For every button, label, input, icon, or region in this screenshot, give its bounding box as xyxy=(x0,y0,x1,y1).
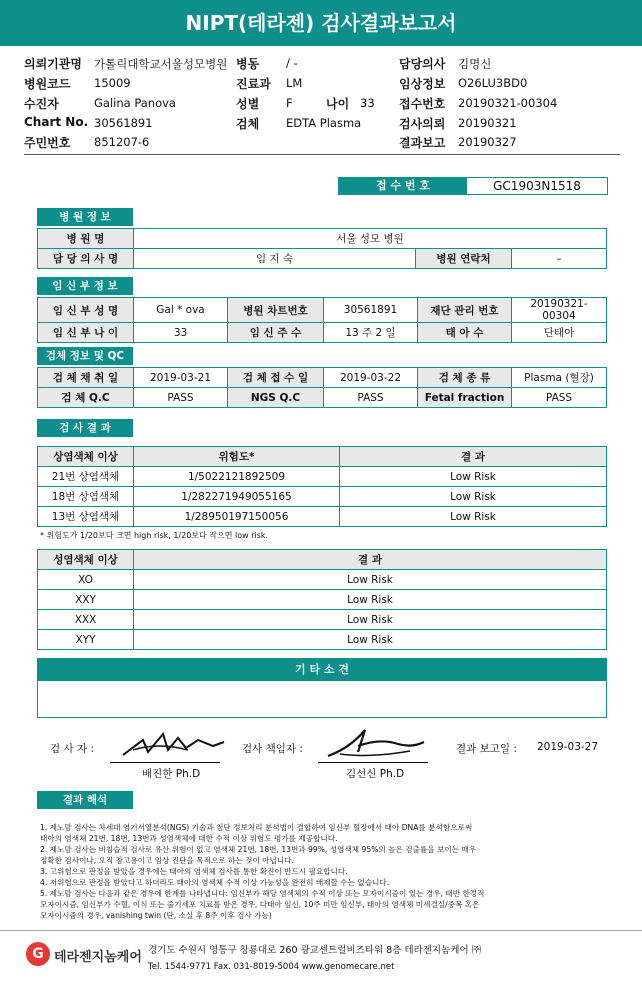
fetus-count-label: 태 아 수 xyxy=(418,323,512,343)
pregnant-name-label: 임 신 부 성 명 xyxy=(38,298,134,323)
sex-result-header: 결 과 xyxy=(134,550,607,570)
report-date-label: 결과 보고일 : xyxy=(456,743,517,755)
specimen-type-value: Plasma (혈장) xyxy=(512,368,607,388)
director-sign-line xyxy=(318,762,428,763)
risk-value: 1/28950197150056 xyxy=(134,507,340,527)
pregnant-age-value: 33 xyxy=(134,323,228,343)
sex-chromosome-name: XXY xyxy=(38,590,134,610)
company-name: 테라젠지놈케어 xyxy=(54,950,142,965)
specimen-value: EDTA Plasma xyxy=(286,116,362,130)
table-row xyxy=(38,467,607,487)
chart-value: 30561891 xyxy=(94,116,153,130)
sex-chromosome-name: XO xyxy=(38,570,134,590)
collect-date-label: 검 체 채 취 일 xyxy=(38,368,134,388)
mgmt-number-label: 재단 관리 번호 xyxy=(418,298,512,323)
result-value: Low Risk xyxy=(340,487,607,507)
result-value: Low Risk xyxy=(340,467,607,487)
table-row xyxy=(38,610,607,630)
receive-date-value: 2019-03-22 xyxy=(324,368,418,388)
code-label: 병원코드 xyxy=(24,77,71,91)
report-title: NIPT(테라젠) 검사결과보고서 xyxy=(0,0,642,46)
attending-label: 담 당 의 사 명 xyxy=(38,249,134,269)
section-results: 검 사 결 과 xyxy=(37,419,133,437)
sex-chromosome-header: 성염색체 이상 xyxy=(38,550,134,570)
requested-value: 20190321 xyxy=(458,116,517,130)
risk-value: 1/5022121892509 xyxy=(134,467,340,487)
hospital-name-label: 병 원 명 xyxy=(38,229,134,249)
tester-signature xyxy=(118,720,228,762)
table-row xyxy=(38,590,607,610)
patient-label: 수진자 xyxy=(24,97,59,111)
interpretation-line: 1. 제노맘 검사는 차세대 염기서열분석(NGS) 기술과 첨단 정보처리 분석법이 결합하여 임신부 혈장에서 태아 DNA를 분석함으로써 xyxy=(40,823,473,832)
patient-value: Galina Panova xyxy=(94,96,176,110)
doctor-label: 담당의사 xyxy=(399,57,446,71)
table-row xyxy=(38,570,607,590)
section-specimen-info: 검체 정보 및 QC xyxy=(37,347,133,365)
fetal-fraction-label: Fetal fraction xyxy=(418,388,512,408)
table-row xyxy=(38,487,607,507)
report-date-value: 2019-03-27 xyxy=(537,741,599,753)
misc-opinion-title: 기 타 소 견 xyxy=(38,659,606,681)
interpretation-line: 3. 고위험으로 판정을 받았을 경우에는 태아의 염색체 검사를 통한 확진이 반드시 필요합니다. xyxy=(40,867,348,876)
interpretation-line: 정확한 검사이나, 오직 참고용이고 임상 진단을 목적으로 하는 것이 아닙니다. xyxy=(40,856,294,865)
risk-value: 1/282271949055165 xyxy=(134,487,340,507)
receipt-value: 20190321-00304 xyxy=(458,96,558,110)
section-pregnant-info: 임 신 부 정 보 xyxy=(37,277,133,295)
clinical-value: O26LU3BD0 xyxy=(458,76,528,90)
sex-label: 성별 xyxy=(236,97,260,111)
contact-value: – xyxy=(512,249,607,269)
interpretation-line: 2. 제노맘 검사는 비침습적 검사로 유산 위험이 없고 염색체 21번, 18번, 13번과 99%, 성염색체 95%의 높은 검출률을 보이는 매우 xyxy=(40,845,477,854)
ngs-qc-value: PASS xyxy=(324,388,418,408)
company-logo-icon: G xyxy=(26,942,50,966)
interpretation-line: 5. 제노맘 검사는 다음과 같은 경우에 한계를 나타냅니다: 임신부가 해당 염색체의 수적 이상 또는 모자이시즘이 있는 경우, 태반 한정적 xyxy=(40,889,485,898)
autosome-name: 18번 상염색체 xyxy=(38,487,134,507)
company-address: 경기도 수원시 영통구 창룡대로 260 광교센트럴비즈타워 8층 테라젠지놈케어 ㈜ xyxy=(148,945,482,956)
id-label: 주민번호 xyxy=(24,136,71,150)
collect-date-value: 2019-03-21 xyxy=(134,368,228,388)
interpretation-text xyxy=(40,822,610,921)
header-divider xyxy=(24,154,620,155)
ngs-qc-label: NGS Q.C xyxy=(228,388,324,408)
sex-result-value: Low Risk xyxy=(134,590,607,610)
sex-chromosome-name: XYY xyxy=(38,630,134,650)
risk-note: * 위험도가 1/20보다 크면 high risk, 1/20보다 작으면 low risk. xyxy=(40,531,269,540)
sex-chromosome-table xyxy=(37,549,607,650)
sex-value: F xyxy=(286,96,293,110)
dept-label: 진료과 xyxy=(236,77,271,91)
clinical-label: 임상정보 xyxy=(399,77,446,91)
specimen-qc-value: PASS xyxy=(134,388,228,408)
report-value: 20190327 xyxy=(458,135,517,149)
hospital-chart-label: 병원 차트번호 xyxy=(228,298,324,323)
pregnant-name-value: Gal * ova xyxy=(134,298,228,323)
code-value: 15009 xyxy=(94,76,131,90)
section-interpretation: 결과 해석 xyxy=(37,791,133,809)
hospital-chart-value: 30561891 xyxy=(324,298,418,323)
requested-label: 검사의뢰 xyxy=(399,117,446,131)
footer-divider xyxy=(0,930,642,931)
tester-name: 배진한 Ph.D xyxy=(142,768,201,780)
autosome-header: 상염색체 이상 xyxy=(38,447,134,467)
autosome-name: 13번 상염색체 xyxy=(38,507,134,527)
tester-label: 검 사 자 : xyxy=(50,743,94,755)
dept-value: LM xyxy=(286,76,303,90)
accession-box xyxy=(338,177,608,195)
autosome-name: 21번 상염색체 xyxy=(38,467,134,487)
sex-result-value: Low Risk xyxy=(134,570,607,590)
interpretation-line: 모자이시즘, 임신부가 수혈, 이식 또는 줄기세포 치료를 받은 경우, 다태아 임신, 10주 미만 임신부, 태아의 염색체 미세결실/중복 혹은 xyxy=(40,900,480,909)
ward-value: / - xyxy=(286,56,298,70)
weeks-value: 13 주 2 일 xyxy=(324,323,418,343)
hospital-value: 가톨릭대학교서울성모병원 xyxy=(94,57,228,71)
hospital-info-table xyxy=(37,228,607,269)
director-label: 검사 책임자 : xyxy=(242,743,303,755)
interpretation-line: 4. 저위험으로 판정을 받았다고 하더라도 태아의 염색체 수적 이상 가능성을 완전히 배제할 수는 없습니다. xyxy=(40,878,390,887)
company-contact: Tel. 1544-9771 Fax. 031-8019-5004 www.genomecare.net xyxy=(148,962,395,972)
pregnant-info-table xyxy=(37,297,607,343)
pregnant-age-label: 임 신 부 나 이 xyxy=(38,323,134,343)
specimen-type-label: 검 체 종 류 xyxy=(418,368,512,388)
specimen-qc-label: 검 체 Q.C xyxy=(38,388,134,408)
hospital-name-value: 서울 성모 병원 xyxy=(134,229,607,249)
director-name: 김선신 Ph.D xyxy=(346,768,405,780)
age-value: 33 xyxy=(360,96,375,110)
interpretation-line: 태아의 염색체 21번, 18번, 13번과 성염색체에 대한 수적 이상 위험도 평가를 제공합니다. xyxy=(40,834,338,843)
sex-result-value: Low Risk xyxy=(134,630,607,650)
sex-chromosome-name: XXX xyxy=(38,610,134,630)
receipt-label: 접수번호 xyxy=(399,97,446,111)
specimen-label: 검체 xyxy=(236,117,260,131)
fetal-fraction-value: PASS xyxy=(512,388,607,408)
interpretation-line: 모자이시즘의 경우, vanishing twin (단, 소실 후 8주 이후 검사 가능) xyxy=(40,911,272,920)
table-row xyxy=(38,630,607,650)
misc-opinion-value xyxy=(38,681,606,693)
receive-date-label: 검 체 접 수 일 xyxy=(228,368,324,388)
autosome-results-table xyxy=(37,446,607,527)
report-label: 결과보고 xyxy=(399,136,446,150)
sex-result-value: Low Risk xyxy=(134,610,607,630)
attending-value: 임 지 숙 xyxy=(134,249,416,269)
contact-label: 병원 연락처 xyxy=(416,249,512,269)
weeks-label: 임 신 주 수 xyxy=(228,323,324,343)
id-value: 851207-6 xyxy=(94,135,150,149)
tester-sign-line xyxy=(110,762,220,763)
table-row xyxy=(38,507,607,527)
accession-value: GC1903N1518 xyxy=(493,179,581,193)
hospital-label: 의뢰기관명 xyxy=(24,57,82,71)
misc-opinion-box xyxy=(37,658,607,718)
director-signature xyxy=(320,718,430,762)
risk-header: 위험도* xyxy=(134,447,340,467)
section-hospital-info: 병 원 정 보 xyxy=(37,208,133,226)
age-label: 나이 xyxy=(326,97,350,111)
accession-label: 접 수 번 호 xyxy=(339,178,467,194)
specimen-info-table xyxy=(37,367,607,408)
doctor-value: 김명신 xyxy=(458,57,492,71)
fetus-count-value: 단태아 xyxy=(512,323,607,343)
ward-label: 병동 xyxy=(236,57,260,71)
chart-label: Chart No. xyxy=(24,115,89,129)
result-value: Low Risk xyxy=(340,507,607,527)
mgmt-number-value: 20190321-00304 xyxy=(512,298,607,323)
result-header: 결 과 xyxy=(340,447,607,467)
